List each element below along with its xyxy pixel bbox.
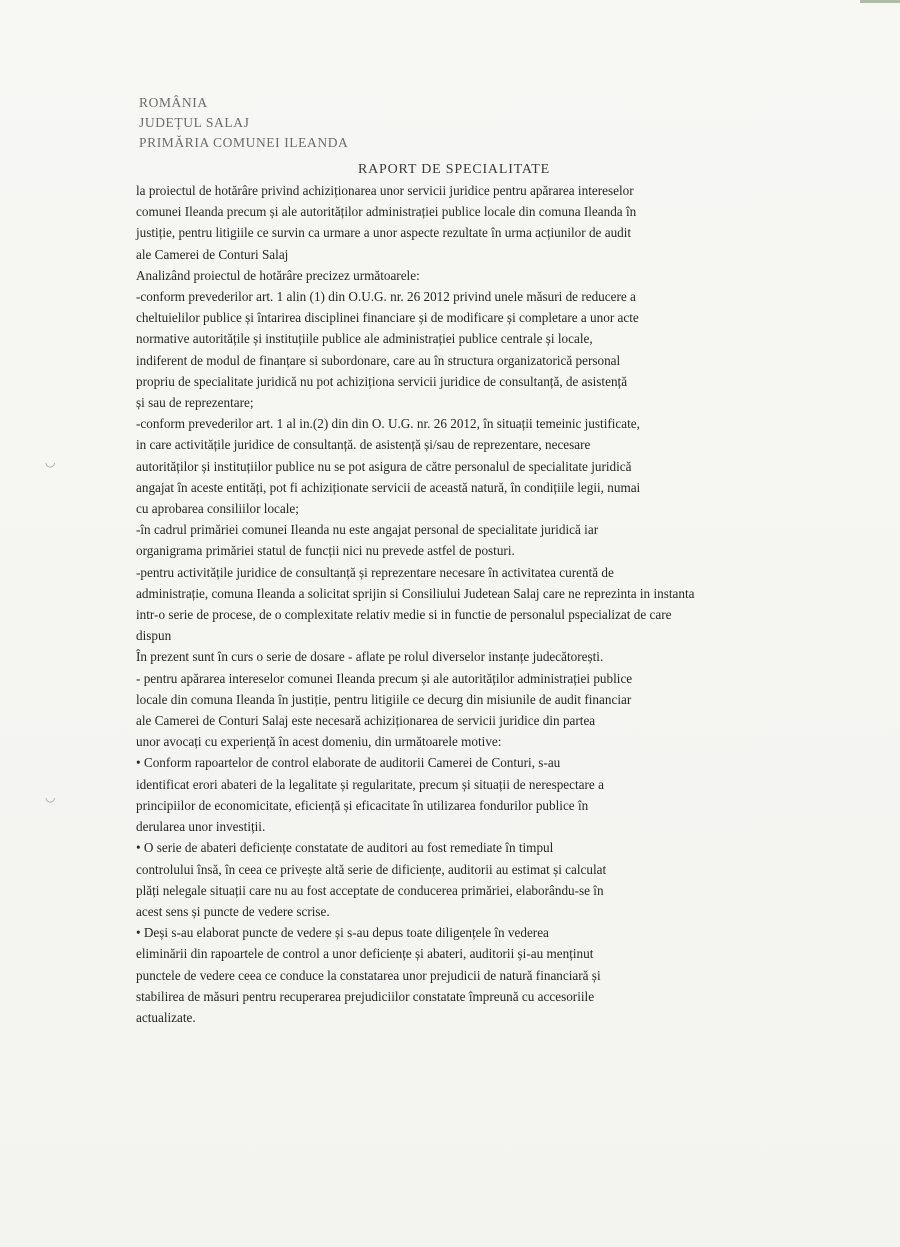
text-line: -pentru activitățile juridice de consultanță și reprezentare necesare în activitatea curentă de <box>136 564 614 580</box>
text-line: comunei Ileanda precum și ale autorităților administrației publice locale din comuna Ileanda în <box>136 204 637 220</box>
text-line: normative autoritățile și instituțiile publice ale administrației publice centrale și locale, <box>136 331 593 347</box>
text-line: derularea unor investiții. <box>136 819 266 835</box>
text-line: actualizate. <box>136 1009 196 1025</box>
scan-artifact: ◡ <box>45 790 56 804</box>
text-line: • O serie de abateri deficiențe constatate de auditori au fost remediate în timpul <box>136 840 554 856</box>
text-line: indiferent de modul de finanțare si subordonare, care au în structura organizatorică personal <box>136 352 621 368</box>
text-line: intr-o serie de procese, de o complexitate relativ medie si in functie de personalul pspecializat de care <box>136 607 672 623</box>
text-line: • Deși s-au elaborat puncte de vedere și s-au depus toate diligențele în vederea <box>136 925 549 941</box>
text-line: -conform prevederilor art. 1 alin (1) din O.U.G. nr. 26 2012 privind unele măsuri de reducere a <box>136 289 636 305</box>
text-line: organigrama primăriei statul de funcții nici nu prevede astfel de posturi. <box>136 543 515 559</box>
text-line: • Conform rapoartelor de control elaborate de auditorii Camerei de Conturi, s-au <box>136 755 561 771</box>
header-institution: PRIMĂRIA COMUNEI ILEANDA <box>139 135 349 150</box>
text-line: cheltuielilor publice și întarirea disciplinei financiare și de modificare și completare a unor acte <box>136 310 639 326</box>
text-line: unor avocați cu experiență în acest domeniu, din următoarele motive: <box>136 734 502 750</box>
document-body <box>136 180 776 1028</box>
text-line: și sau de reprezentare; <box>136 395 254 411</box>
text-line: locale din comuna Ileanda în justiție, pentru litigiile ce decurg din misiunile de audit financiar <box>136 691 632 707</box>
text-line: În prezent sunt în curs o serie de dosare - aflate pe rolul diverselor instanțe judecătorești. <box>136 649 604 665</box>
text-line: acest sens și puncte de vedere scrise. <box>136 903 330 919</box>
text-line: plăți nelegale situații care nu au fost acceptate de conducerea primăriei, elaborându-se în <box>136 882 604 898</box>
scan-edge-mark <box>860 0 900 3</box>
text-line: stabilirea de măsuri pentru recuperarea prejudiciilor constatate împreună cu accesoriile <box>136 988 595 1004</box>
text-line: -în cadrul primăriei comunei Ileanda nu este angajat personal de specialitate juridică iar <box>136 522 599 538</box>
text-line: justiție, pentru litigiile ce survin ca urmare a unor aspecte rezultate în urma acțiunilor de audit <box>136 225 632 241</box>
header-country: ROMÂNIA <box>139 95 208 110</box>
text-line: principiilor de economicitate, eficiență și eficacitate în utilizarea fondurilor publice în <box>136 797 589 813</box>
text-line: ale Camerei de Conturi Salaj <box>136 246 289 262</box>
document-title: RAPORT DE SPECIALITATE <box>358 162 550 177</box>
text-line: dispun <box>136 628 172 644</box>
text-line: cu aprobarea consiliilor locale; <box>136 501 299 517</box>
text-line: - pentru apărarea intereselor comunei Ileanda precum și ale autorităților administrației publice <box>136 670 633 686</box>
text-line: in care activitățile juridice de consultanță. de asistență și/sau de reprezentare, necesare <box>136 437 591 453</box>
text-line: angajat în aceste entități, pot fi achiziționate servicii de această natură, în condițiile legii, numai <box>136 479 641 495</box>
text-line: propriu de specialitate juridică nu pot achiziționa servicii juridice de consultanță, de asistență <box>136 373 628 389</box>
text-line: autorităților și instituțiilor publice nu se pot asigura de către personalul de specialitate juridică <box>136 458 632 474</box>
scan-artifact: ◡ <box>45 455 56 469</box>
text-line: eliminării din rapoartele de control a unor deficiențe și abateri, auditorii și-au menținut <box>136 946 594 962</box>
text-line: -conform prevederilor art. 1 al in.(2) din din O. U.G. nr. 26 2012, în situații temeinic justificate, <box>136 416 640 432</box>
text-line: controlului însă, în ceea ce privește altă serie de dificiențe, auditorii au estimat și calculat <box>136 861 607 877</box>
text-line: la proiectul de hotărâre privind achiziționarea unor servicii juridice pentru apărarea intereselor <box>136 183 634 198</box>
text-line: administrație, comuna Ileanda a solicitat sprijin si Consiliului Judetean Salaj care ne reprezinta in instanta <box>136 585 695 601</box>
text-line: Analizând proiectul de hotărâre precizez următoarele: <box>136 267 420 283</box>
text-line: punctele de vedere ceea ce conduce la constatarea unor prejudicii de natură financiară și <box>136 967 601 983</box>
text-line: ale Camerei de Conturi Salaj este necesară achiziționarea de servicii juridice din partea <box>136 713 596 729</box>
text-line: identificat erori abateri de la legalitate și regularitate, precum și situații de nerespectare a <box>136 776 604 792</box>
document-header <box>139 93 348 153</box>
header-county: JUDEȚUL SALAJ <box>139 115 250 130</box>
